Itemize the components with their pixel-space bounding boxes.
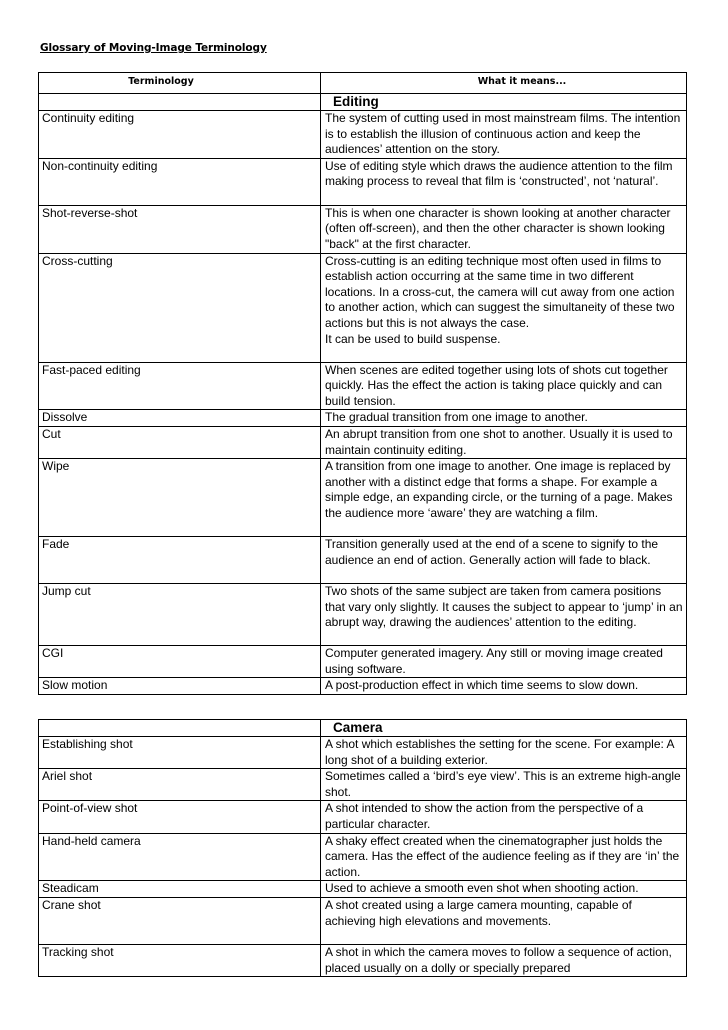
definition-cell: A shot intended to show the action from the perspective of a particular character. bbox=[321, 801, 687, 833]
definition-cell: Used to achieve a smooth even shot when shooting action. bbox=[321, 881, 687, 898]
section-row bbox=[39, 720, 687, 737]
section-title-editing: Editing bbox=[321, 94, 687, 111]
table-row bbox=[39, 362, 687, 410]
table-row bbox=[39, 205, 687, 253]
definition-cell: This is when one character is shown looking at another character (often off-screen), and then the other character is shown looking "back" at the first character. bbox=[321, 205, 687, 253]
camera-glossary-table bbox=[38, 719, 687, 977]
definition-cell: A shaky effect created when the cinematographer just holds the camera. Has the effect of the audience feeling as if they are ‘in’ the action. bbox=[321, 833, 687, 881]
term-cell: Continuity editing bbox=[39, 111, 321, 159]
table-row bbox=[39, 111, 687, 159]
term-cell: Cut bbox=[39, 426, 321, 458]
section-title-camera: Camera bbox=[321, 720, 687, 737]
terminology-header: Terminology bbox=[39, 73, 321, 94]
definition-text: Cross-cutting is an editing technique most often used in films to establish action occurring at the same time in two different locations. In a cross-cut, the camera will cut away from one action to another action, which can suggest the simultaneity of these two actions but this is not always the case. bbox=[325, 253, 675, 330]
definition-cell: Two shots of the same subject are taken from camera positions that vary only slightly. It causes the subject to appear to ‘jump’ in an abrupt way, drawing the audiences’ attention to the editing. bbox=[321, 584, 687, 646]
table-row bbox=[39, 459, 687, 537]
table-row bbox=[39, 253, 687, 362]
definition-cell: The gradual transition from one image to another. bbox=[321, 410, 687, 427]
term-cell: Tracking shot bbox=[39, 944, 321, 976]
table-row bbox=[39, 769, 687, 801]
definition-cell: Use of editing style which draws the audience attention to the film making process to reveal that film is ‘constructed’, not ‘natural’. bbox=[321, 158, 687, 205]
term-cell: Non-continuity editing bbox=[39, 158, 321, 205]
term-cell: Ariel shot bbox=[39, 769, 321, 801]
table-row bbox=[39, 537, 687, 584]
table-row bbox=[39, 410, 687, 427]
table-row bbox=[39, 158, 687, 205]
term-cell: Shot-reverse-shot bbox=[39, 205, 321, 253]
table-row bbox=[39, 801, 687, 833]
table-row bbox=[39, 426, 687, 458]
term-cell: Fast-paced editing bbox=[39, 362, 321, 410]
term-cell: Wipe bbox=[39, 459, 321, 537]
table-row bbox=[39, 833, 687, 881]
term-cell: Jump cut bbox=[39, 584, 321, 646]
definition-cell: Transition generally used at the end of a scene to signify to the audience an end of action. Generally action will fade to black. bbox=[321, 537, 687, 584]
table-row bbox=[39, 897, 687, 944]
meaning-header: What it means... bbox=[321, 73, 687, 94]
definition-cell: A shot which establishes the setting for the scene. For example: A long shot of a building exterior. bbox=[321, 737, 687, 769]
term-cell: Establishing shot bbox=[39, 737, 321, 769]
term-cell: Hand-held camera bbox=[39, 833, 321, 881]
definition-cell: A shot in which the camera moves to follow a sequence of action, placed usually on a dolly or specially prepared bbox=[321, 944, 687, 976]
definition-cell: An abrupt transition from one shot to another. Usually it is used to maintain continuity editing. bbox=[321, 426, 687, 458]
table-row bbox=[39, 584, 687, 646]
term-cell: Steadicam bbox=[39, 881, 321, 898]
term-cell: Dissolve bbox=[39, 410, 321, 427]
table-row bbox=[39, 646, 687, 678]
table-row bbox=[39, 944, 687, 976]
term-cell: Slow motion bbox=[39, 678, 321, 695]
definition-cell: The system of cutting used in most mainstream films. The intention is to establish the illusion of continuous action and keep the audiences’ attention on the story. bbox=[321, 111, 687, 159]
table-row bbox=[39, 678, 687, 695]
term-cell: Crane shot bbox=[39, 897, 321, 944]
definition-cell: A shot created using a large camera mounting, capable of achieving high elevations and movements. bbox=[321, 897, 687, 944]
definition-cell: Sometimes called a ‘bird’s eye view’. This is an extreme high-angle shot. bbox=[321, 769, 687, 801]
definition-cell: A transition from one image to another. One image is replaced by another with a distinct edge that forms a shape. For example a simple edge, an expanding circle, or the turning of a page. Makes the audience more ‘aware’ they are watching a film. bbox=[321, 459, 687, 537]
page-title: Glossary of Moving-Image Terminology bbox=[40, 42, 267, 54]
table-header-row bbox=[39, 73, 687, 94]
table-row bbox=[39, 737, 687, 769]
definition-cell: When scenes are edited together using lots of shots cut together quickly. Has the effect the action is taking place quickly and can build tension. bbox=[321, 362, 687, 410]
definition-text-extra: It can be used to build suspense. bbox=[325, 331, 501, 346]
section-row bbox=[39, 94, 687, 111]
editing-glossary-table bbox=[38, 72, 687, 695]
term-cell: Cross-cutting bbox=[39, 253, 321, 362]
term-cell: Point-of-view shot bbox=[39, 801, 321, 833]
term-cell: CGI bbox=[39, 646, 321, 678]
definition-cell: A post-production effect in which time seems to slow down. bbox=[321, 678, 687, 695]
definition-cell: Computer generated imagery. Any still or moving image created using software. bbox=[321, 646, 687, 678]
definition-cell bbox=[321, 253, 687, 362]
term-cell: Fade bbox=[39, 537, 321, 584]
table-row bbox=[39, 881, 687, 898]
